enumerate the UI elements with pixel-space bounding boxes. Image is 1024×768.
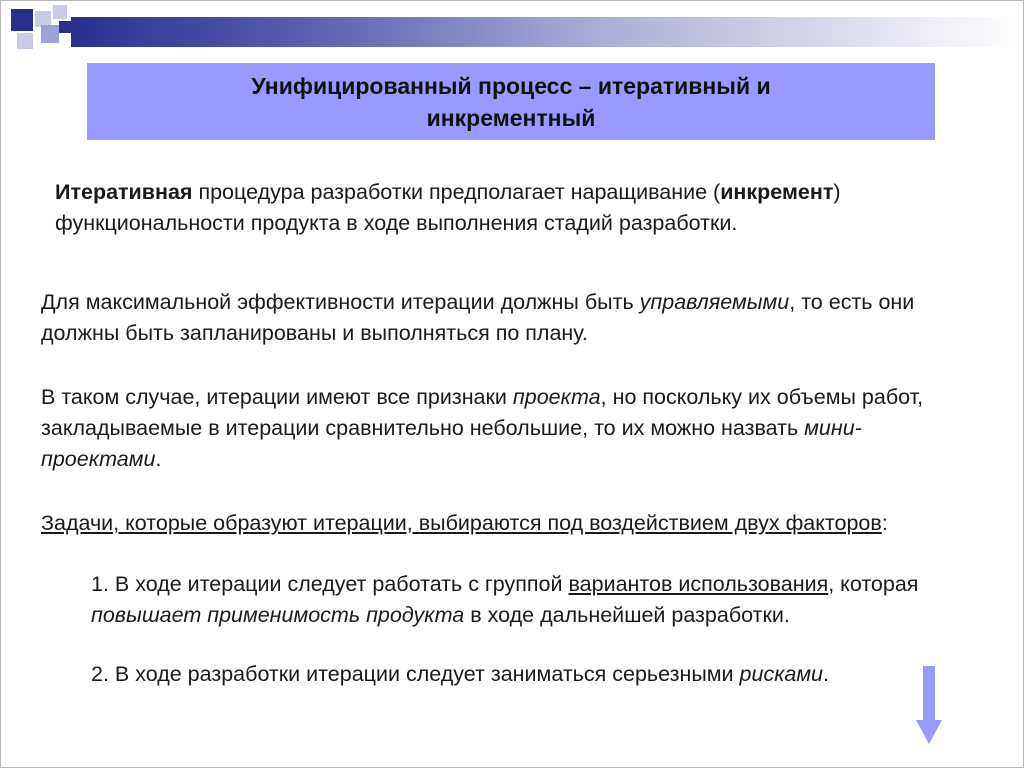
term-manageable: управляемыми (639, 290, 790, 314)
text-span: . (155, 447, 162, 471)
underlined-text: Задачи, которые образуют итерации, выбираются под воздействием двух факторов (41, 511, 882, 535)
term-use-cases: вариантов использования (568, 572, 829, 596)
list-item (91, 659, 951, 690)
term-increment: инкремент (720, 180, 834, 204)
text-span: , то есть они должны быть запланированы и выполняться по плану. (41, 290, 915, 345)
text-span: , которая (828, 572, 919, 596)
slide-title: Унифицированный процесс – итеративный и инкрементный (251, 72, 771, 131)
title-box (87, 63, 935, 140)
paragraph-manageable (41, 287, 971, 349)
text-span: . (823, 662, 830, 686)
term-applicability: повышает применимость продукта (91, 603, 465, 627)
text-span: ) функциональности продукта в ходе выполнения стадий разработки. (55, 180, 841, 235)
term-iterative: Итеративная (55, 180, 193, 204)
text-span: : (881, 511, 888, 535)
text-span: В таком случае, итерации имеют все признаки (41, 385, 513, 409)
text-span: 1. В ходе итерации следует работать с группой (91, 572, 569, 596)
list-item (91, 569, 951, 631)
paragraph-mini-projects (41, 382, 971, 475)
paragraph-tasks (41, 508, 971, 539)
text-span: 2. В ходе разработки итерации следует заниматься серьезными (91, 662, 740, 686)
term-risks: рисками (739, 662, 824, 686)
text-span: в ходе дальнейшей разработки. (464, 603, 790, 627)
header-gradient-bar (71, 17, 1018, 47)
down-arrow-icon[interactable] (916, 666, 942, 744)
text-span: процедура разработки предполагает наращивание ( (192, 180, 721, 204)
term-project: проекта (512, 385, 601, 409)
text-span: Для максимальной эффективности итерации должны быть (41, 290, 640, 314)
term-mini-projects: мини-проектами (41, 416, 862, 471)
text-span: , но поскольку их объемы работ, закладываемые в итерации сравнительно небольшие, то их можно назвать (41, 385, 924, 440)
paragraph-definition (55, 177, 935, 239)
